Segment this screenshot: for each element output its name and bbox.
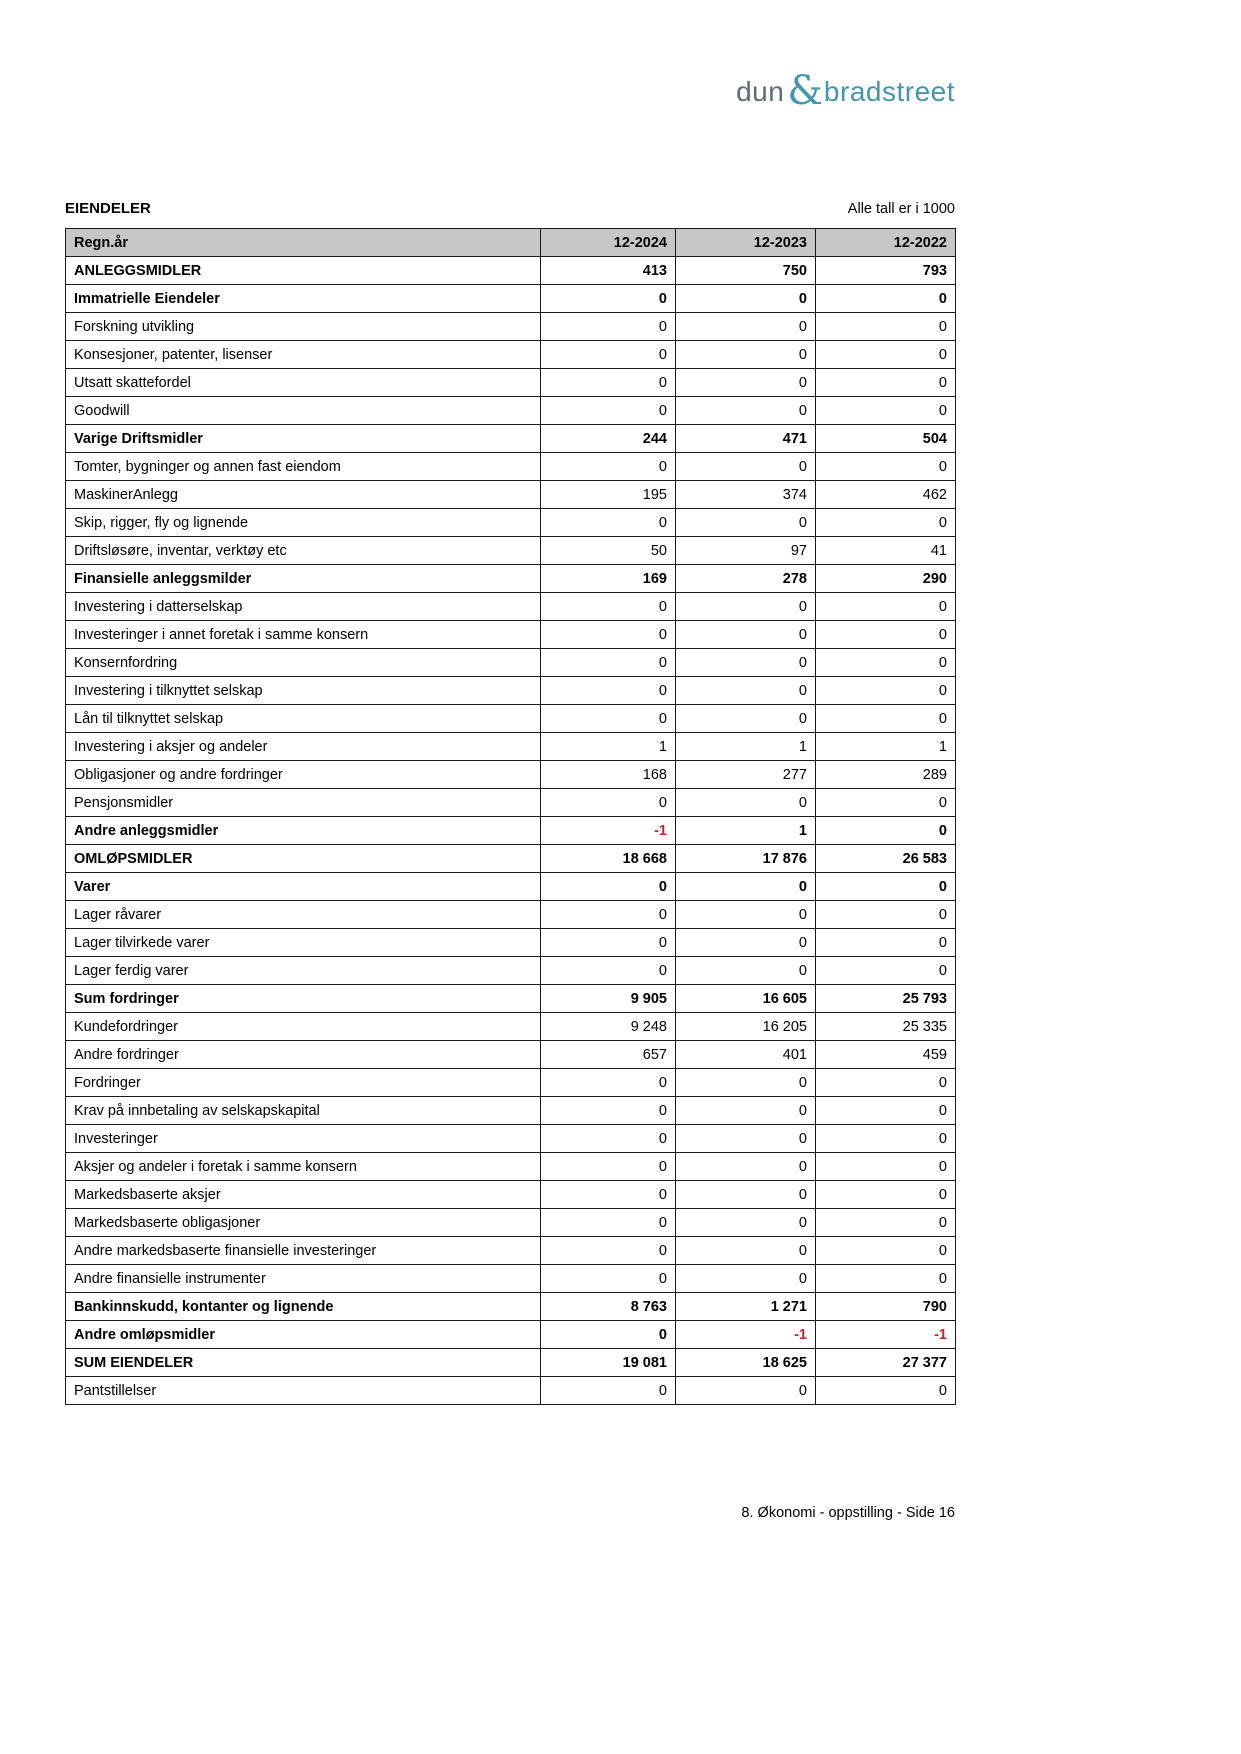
table-row	[66, 621, 956, 649]
cell-value: 0	[541, 789, 676, 817]
cell-value: 9 248	[541, 1013, 676, 1041]
table-row	[66, 957, 956, 985]
table-row	[66, 257, 956, 285]
cell-value: 413	[541, 257, 676, 285]
cell-value: 0	[816, 1181, 956, 1209]
cell-value: 0	[816, 621, 956, 649]
logo-ampersand-icon: &	[787, 68, 823, 114]
cell-value: 374	[676, 481, 816, 509]
row-label: OMLØPSMIDLER	[66, 845, 541, 873]
cell-value: 1	[541, 733, 676, 761]
balance-sheet-table	[65, 228, 956, 1405]
cell-value: 0	[541, 593, 676, 621]
units-note: Alle tall er i 1000	[847, 201, 955, 217]
table-row	[66, 901, 956, 929]
cell-value: 0	[816, 1237, 956, 1265]
cell-value: 0	[676, 929, 816, 957]
row-label: Lån til tilknyttet selskap	[66, 705, 541, 733]
row-label: Investering i tilknyttet selskap	[66, 677, 541, 705]
cell-value: 0	[816, 593, 956, 621]
cell-value: -1	[541, 817, 676, 845]
row-label: Aksjer og andeler i foretak i samme konsern	[66, 1153, 541, 1181]
cell-value: 1 271	[676, 1293, 816, 1321]
cell-value: 0	[541, 397, 676, 425]
row-label: Andre fordringer	[66, 1041, 541, 1069]
row-label: SUM EIENDELER	[66, 1349, 541, 1377]
table-row	[66, 1097, 956, 1125]
cell-value: 0	[541, 873, 676, 901]
cell-value: 0	[816, 957, 956, 985]
row-label: Varer	[66, 873, 541, 901]
cell-value: 0	[541, 369, 676, 397]
cell-value: 0	[816, 705, 956, 733]
cell-value: 0	[816, 929, 956, 957]
cell-value: 0	[676, 1097, 816, 1125]
row-label: Lager tilvirkede varer	[66, 929, 541, 957]
cell-value: 0	[676, 677, 816, 705]
row-label: Forskning utvikling	[66, 313, 541, 341]
cell-value: 0	[816, 509, 956, 537]
cell-value: 0	[816, 1153, 956, 1181]
cell-value: 0	[676, 1377, 816, 1405]
cell-value: 0	[541, 705, 676, 733]
cell-value: 0	[541, 1069, 676, 1097]
logo-text-bradstreet: bradstreet	[823, 76, 955, 107]
cell-value: 0	[541, 1209, 676, 1237]
column-header-12-2024: 12-2024	[541, 229, 676, 257]
table-row	[66, 509, 956, 537]
table-row	[66, 481, 956, 509]
cell-value: 0	[676, 453, 816, 481]
cell-value: 471	[676, 425, 816, 453]
table-row	[66, 985, 956, 1013]
row-label: Goodwill	[66, 397, 541, 425]
table-row	[66, 425, 956, 453]
cell-value: 0	[676, 1069, 816, 1097]
table-row	[66, 733, 956, 761]
cell-value: 16 205	[676, 1013, 816, 1041]
cell-value: 289	[816, 761, 956, 789]
cell-value: 0	[676, 509, 816, 537]
table-row	[66, 873, 956, 901]
cell-value: 0	[816, 1125, 956, 1153]
cell-value: 0	[816, 1209, 956, 1237]
table-row	[66, 565, 956, 593]
cell-value: 277	[676, 761, 816, 789]
row-label: Markedsbaserte aksjer	[66, 1181, 541, 1209]
table-row	[66, 313, 956, 341]
table-body	[66, 257, 956, 1405]
row-label: Skip, rigger, fly og lignende	[66, 509, 541, 537]
cell-value: 169	[541, 565, 676, 593]
row-label: Andre finansielle instrumenter	[66, 1265, 541, 1293]
cell-value: 0	[676, 369, 816, 397]
row-label: Sum fordringer	[66, 985, 541, 1013]
cell-value: 0	[541, 313, 676, 341]
column-header-12-2022: 12-2022	[816, 229, 956, 257]
cell-value: 0	[676, 789, 816, 817]
cell-value: 0	[541, 285, 676, 313]
cell-value: 17 876	[676, 845, 816, 873]
dun-bradstreet-logo	[736, 68, 955, 114]
cell-value: 0	[676, 1125, 816, 1153]
cell-value: 25 793	[816, 985, 956, 1013]
row-label: Markedsbaserte obligasjoner	[66, 1209, 541, 1237]
cell-value: 0	[676, 397, 816, 425]
cell-value: 9 905	[541, 985, 676, 1013]
cell-value: 0	[816, 789, 956, 817]
cell-value: 18 668	[541, 845, 676, 873]
table-row	[66, 649, 956, 677]
table-row	[66, 593, 956, 621]
row-label: Investeringer	[66, 1125, 541, 1153]
cell-value: 0	[541, 1377, 676, 1405]
cell-value: 0	[676, 621, 816, 649]
cell-value: 0	[541, 341, 676, 369]
cell-value: 0	[816, 397, 956, 425]
cell-value: 0	[541, 957, 676, 985]
cell-value: 750	[676, 257, 816, 285]
cell-value: 0	[676, 957, 816, 985]
cell-value: 0	[676, 705, 816, 733]
cell-value: 0	[816, 1097, 956, 1125]
cell-value: 0	[816, 1377, 956, 1405]
table-row	[66, 929, 956, 957]
table-row	[66, 537, 956, 565]
cell-value: 0	[676, 649, 816, 677]
table-row	[66, 1377, 956, 1405]
cell-value: 27 377	[816, 1349, 956, 1377]
row-label: Tomter, bygninger og annen fast eiendom	[66, 453, 541, 481]
cell-value: 50	[541, 537, 676, 565]
cell-value: 0	[541, 1097, 676, 1125]
cell-value: 0	[676, 1153, 816, 1181]
cell-value: 0	[676, 1209, 816, 1237]
row-label: Bankinnskudd, kontanter og lignende	[66, 1293, 541, 1321]
cell-value: 0	[816, 817, 956, 845]
cell-value: 0	[541, 1181, 676, 1209]
table-row	[66, 341, 956, 369]
row-label: Investering i aksjer og andeler	[66, 733, 541, 761]
row-label: Driftsløsøre, inventar, verktøy etc	[66, 537, 541, 565]
cell-value: 0	[541, 509, 676, 537]
cell-value: 0	[816, 285, 956, 313]
cell-value: -1	[816, 1321, 956, 1349]
row-label: Pantstillelser	[66, 1377, 541, 1405]
cell-value: 0	[676, 313, 816, 341]
cell-value: 1	[816, 733, 956, 761]
table-row	[66, 1125, 956, 1153]
table-row	[66, 1209, 956, 1237]
cell-value: 25 335	[816, 1013, 956, 1041]
cell-value: 0	[816, 341, 956, 369]
cell-value: 790	[816, 1293, 956, 1321]
row-label: Andre omløpsmidler	[66, 1321, 541, 1349]
cell-value: 8 763	[541, 1293, 676, 1321]
cell-value: 0	[676, 873, 816, 901]
row-label: Investering i datterselskap	[66, 593, 541, 621]
cell-value: 0	[541, 1321, 676, 1349]
cell-value: 0	[541, 453, 676, 481]
table-row	[66, 1349, 956, 1377]
cell-value: 0	[816, 873, 956, 901]
cell-value: 0	[541, 649, 676, 677]
page-footer: 8. Økonomi - oppstilling - Side 16	[741, 1505, 955, 1521]
cell-value: 1	[676, 733, 816, 761]
table-row	[66, 1181, 956, 1209]
cell-value: 195	[541, 481, 676, 509]
cell-value: 0	[541, 621, 676, 649]
cell-value: 19 081	[541, 1349, 676, 1377]
cell-value: 0	[676, 1237, 816, 1265]
cell-value: 41	[816, 537, 956, 565]
cell-value: 0	[541, 901, 676, 929]
cell-value: 459	[816, 1041, 956, 1069]
cell-value: 1	[676, 817, 816, 845]
table-row	[66, 453, 956, 481]
row-label: MaskinerAnlegg	[66, 481, 541, 509]
table-row	[66, 677, 956, 705]
table-row	[66, 761, 956, 789]
cell-value: 278	[676, 565, 816, 593]
row-label: Lager ferdig varer	[66, 957, 541, 985]
row-label: Krav på innbetaling av selskapskapital	[66, 1097, 541, 1125]
row-label: Varige Driftsmidler	[66, 425, 541, 453]
cell-value: 0	[816, 677, 956, 705]
table-row	[66, 1237, 956, 1265]
table-row	[66, 1293, 956, 1321]
row-label: Utsatt skattefordel	[66, 369, 541, 397]
table-row	[66, 789, 956, 817]
row-label: Immatrielle Eiendeler	[66, 285, 541, 313]
row-label: Obligasjoner og andre fordringer	[66, 761, 541, 789]
cell-value: 0	[816, 453, 956, 481]
cell-value: 0	[676, 341, 816, 369]
cell-value: 0	[816, 1069, 956, 1097]
table-row	[66, 1013, 956, 1041]
row-label: Andre anleggsmidler	[66, 817, 541, 845]
cell-value: 0	[676, 1265, 816, 1293]
cell-value: 657	[541, 1041, 676, 1069]
row-label: Pensjonsmidler	[66, 789, 541, 817]
table-row	[66, 1153, 956, 1181]
table-row	[66, 285, 956, 313]
cell-value: 0	[541, 1153, 676, 1181]
logo-text-dun: dun	[736, 76, 785, 107]
cell-value: 0	[816, 369, 956, 397]
cell-value: 0	[676, 285, 816, 313]
cell-value: 244	[541, 425, 676, 453]
table-row	[66, 1321, 956, 1349]
cell-value: 168	[541, 761, 676, 789]
cell-value: 0	[541, 1125, 676, 1153]
row-label: Investeringer i annet foretak i samme konsern	[66, 621, 541, 649]
cell-value: 0	[816, 649, 956, 677]
row-label: ANLEGGSMIDLER	[66, 257, 541, 285]
table-row	[66, 705, 956, 733]
row-label: Kundefordringer	[66, 1013, 541, 1041]
cell-value: -1	[676, 1321, 816, 1349]
table-row	[66, 1265, 956, 1293]
cell-value: 0	[541, 677, 676, 705]
cell-value: 97	[676, 537, 816, 565]
cell-value: 462	[816, 481, 956, 509]
cell-value: 0	[676, 1181, 816, 1209]
cell-value: 504	[816, 425, 956, 453]
page-title: EIENDELER	[65, 200, 151, 217]
cell-value: 0	[541, 1265, 676, 1293]
cell-value: 0	[541, 929, 676, 957]
row-label: Lager råvarer	[66, 901, 541, 929]
cell-value: 0	[676, 901, 816, 929]
table-row	[66, 369, 956, 397]
column-header-12-2023: 12-2023	[676, 229, 816, 257]
table-row	[66, 1069, 956, 1097]
cell-value: 16 605	[676, 985, 816, 1013]
cell-value: 793	[816, 257, 956, 285]
table-titlebar	[65, 200, 955, 217]
row-label: Konsesjoner, patenter, lisenser	[66, 341, 541, 369]
cell-value: 290	[816, 565, 956, 593]
cell-value: 26 583	[816, 845, 956, 873]
table-row	[66, 845, 956, 873]
cell-value: 0	[816, 901, 956, 929]
row-label: Fordringer	[66, 1069, 541, 1097]
table-header-row	[66, 229, 956, 257]
row-label: Konsernfordring	[66, 649, 541, 677]
column-header-regnar: Regn.år	[66, 229, 541, 257]
row-label: Finansielle anleggsmilder	[66, 565, 541, 593]
table-row	[66, 817, 956, 845]
table-row	[66, 397, 956, 425]
cell-value: 0	[676, 593, 816, 621]
row-label: Andre markedsbaserte finansielle investeringer	[66, 1237, 541, 1265]
cell-value: 0	[541, 1237, 676, 1265]
cell-value: 401	[676, 1041, 816, 1069]
cell-value: 18 625	[676, 1349, 816, 1377]
table-row	[66, 1041, 956, 1069]
cell-value: 0	[816, 313, 956, 341]
cell-value: 0	[816, 1265, 956, 1293]
